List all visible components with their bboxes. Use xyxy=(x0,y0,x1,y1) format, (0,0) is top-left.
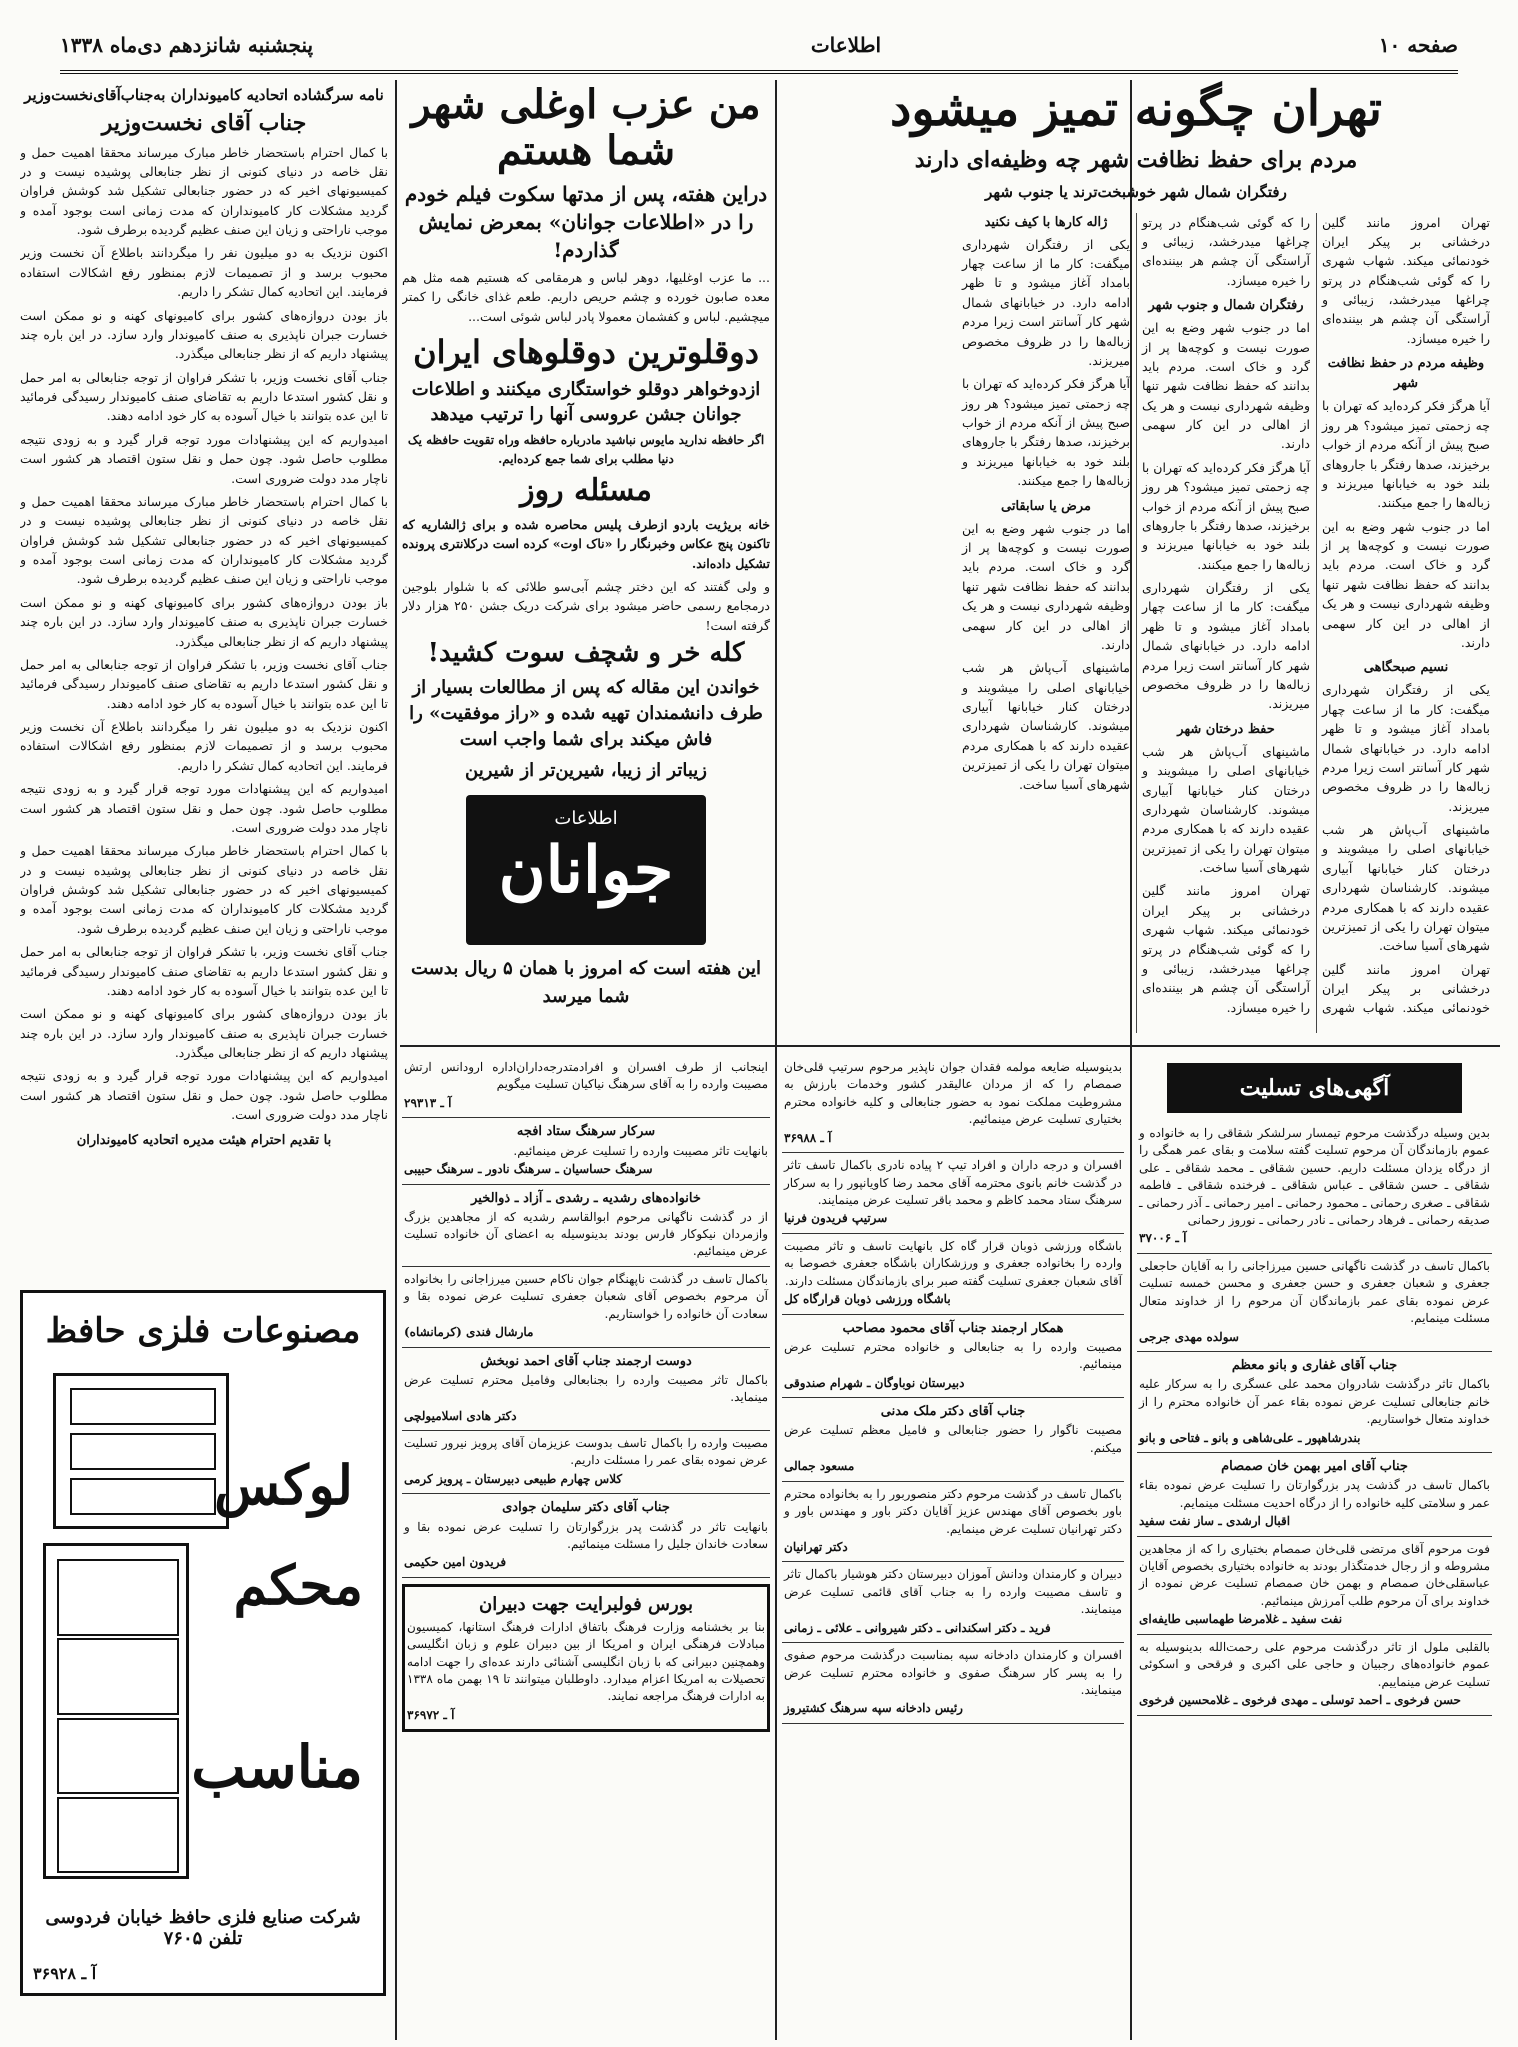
story-tehran-p5b: تهران امروز مانند گلین درخشانی بر پیکر ایران خودنمائی میکند. شهاب شهری را که گوئی شب‌هنگام در پرتو چراغها میدرخشد، زیبائی و آراستگی آن چشم هر بیننده‌ای را خیره میسازد. xyxy=(1142,883,1310,1015)
condolence-ad xyxy=(402,1185,770,1267)
story-tehran-p2b: اما در جنوب شهر وضع به این صورت نیست و کوچه‌ها پر از گرد و خاک است. مردم باید بدانند که حفظ نظافت شهر تنها وظیفه شهرداری نیست و هر یک از اهالی در این کار سهمی دارند. xyxy=(1322,518,1490,650)
letter-p1: با کمال احترام باستحضار خاطر مبارک میرساند محققا اهمیت حمل و نقل خاصه در دنیای کنونی از نظر جنابعالی پوشیده نیست و در کمیسیونهای اخیر که در حضور جنابعالی تشکیل شد کوشش فراوان گردید مشکلات کار کامیونداران که مدت زمانی است بوجود آمده و موجب ناراحتی و زیان این صنف عظیم گردیده برطرف شود. xyxy=(20,144,388,238)
condolence-ad xyxy=(1137,1121,1492,1254)
page-number: صفحه ۱۰ xyxy=(1378,33,1458,57)
ad-body: مصیبت ناگوار را حضور جنابعالی و فامیل معظم تسلیت عرض میکنم. xyxy=(784,1423,1122,1455)
ads-column-3-list xyxy=(402,1055,770,1578)
javanan-logo xyxy=(466,795,706,945)
ad-title: خانواده‌های رشدیه ـ رشدی ـ آزاد ـ ذوالخیر xyxy=(471,1190,701,1206)
ad-body: باکمال تاسف در گذشت پدر بزرگوارتان را تسلیت عرض نموده بقاء عمر و سلامتی کلیه خانواده را از درگاه احدیت مسئلت مینمایم. xyxy=(1139,1478,1490,1510)
ad-body: باکمال تاثر مصیبت وارده را بجنابعالی وفامیل محترم تسلیت عرض مینماید. xyxy=(404,1372,768,1405)
ads-column-3 xyxy=(402,1055,770,2040)
condolence-ad xyxy=(1137,1453,1492,1537)
story-tehran-p3b: ماشینهای آب‌پاش هر شب خیابانهای اصلی را میشویند و درختان کنار خیابانها آبیاری میشوند. کارشناسان شهرداری عقیده دارند که با همکاری مردم میتوان تهران را یکی از تمیزترین شهرهای آسیا ساخت. xyxy=(1322,822,1490,954)
condolence-ad xyxy=(1137,1635,1492,1716)
ad-body: باکمال تاثر درگذشت شادروان محمد علی عسگری را به سرکار علیه خانم جنابعالی تسلیت عرض نموده بقاء عمر آن خانواده محترم را از خداوند متعال خواستاریم. xyxy=(1139,1377,1490,1427)
bourse-body: بنا بر بخشنامه وزارت فرهنگ باتفاق ادارات فرهنگ استانها، کمیسیون مبادلات فرهنگی ایران و امریکا از بین دبیران علوم و زبان انگلیسی وهمچنین دبیرانی که با زبان انگلیسی آشنائی دارند عده‌ای را جهت ادامه تحصیلات به امریکا اعزام میدارد. داوطلبان میتوانند تا ۱۹ بهمن ماه ۱۳۳۸ به ادارات فرهنگ مراجعه نمایند. xyxy=(407,1619,765,1704)
condolence-ad xyxy=(1137,1537,1492,1635)
story-tehran-p6b: آیا هرگز فکر کرده‌اید که تهران با چه زحمتی تمیز میشود؟ هر روز صبح پیش از آنکه مردم از خواب برخیزند، صدها رفتگر با جاروهای بلند خود به خیابانها میریزند و زباله‌ها را جمع میکنند. xyxy=(962,376,1130,489)
ad-body: دبیران و کارمندان ودانش آموزان دبیرستان دکتر هوشیار باکمال تاثر و تاسف مصیبت وارده را به جناب آقای قائمی تسلیت عرض مینمایند. xyxy=(784,1567,1122,1617)
javanan-logo-big: جوانان xyxy=(498,833,674,909)
ad-signature: اقبال ارشدی ـ ساز نفت سفید xyxy=(1139,1514,1291,1529)
paper-name: اطلاعات xyxy=(810,33,882,57)
letter-p5c: امیدواریم که این پیشنهادات مورد توجه قرار گیرد و به زودی نتیجه مطلوب حاصل شود. چون حمل و نقل ستون اقتصاد هر کشور است ناچار مدد دولت ضروری است. xyxy=(20,1068,388,1123)
ad-body: بدینوسیله ضایعه مولمه فقدان جوان ناپذیر مرحوم سرتیپ قلی‌خان صمصام را که از مردان عالیقدر کشور وخدمات بارزش به مشروطیت مملکت نمود به حضور جنابعالی و کلیه خانواده محترم بختیاری تسلیت عرض مینمائیم. xyxy=(784,1060,1122,1127)
letter-p2: اکنون نزدیک به دو میلیون نفر را میگردانند باطلاع آن نخست وزیر محبوب برسد و از تصمیمات لازم بمنظور رفع اشکالات استفاده فرمایند. این اتحادیه کمال تشکر را داریم. xyxy=(20,245,388,300)
condolence-list xyxy=(1137,1121,1492,1715)
ad-signature: سرهنگ حساسیان ـ سرهنگ نادور ـ سرهنگ حبیبی xyxy=(404,1161,653,1176)
ad-body: مصیبت وارده را به جنابعالی و خانواده محترم تسلیت عرض مینمائیم. xyxy=(784,1339,1122,1372)
condolence-ad xyxy=(782,1398,1124,1482)
hafez-luxe: لوکس xyxy=(214,1453,353,1517)
ad-title: جناب آقای امیر بهمن خان صمصام xyxy=(1221,1459,1408,1475)
twins-title: دوقلوترین دوقلوهای ایران xyxy=(413,333,759,372)
ad-signature: دبیرستان نوباوگان ـ شهرام صندوقی xyxy=(784,1375,965,1390)
letter-p2b: اکنون نزدیک به دو میلیون نفر را میگردانند باطلاع آن نخست وزیر محبوب برسد و از تصمیمات لازم بمنظور رفع اشکالات استفاده فرمایند. این اتحادیه کمال تشکر را داریم. xyxy=(20,719,388,773)
story-tehran-p4: اما در جنوب شهر وضع به این صورت نیست و کوچه‌ها پر از گرد و خاک است. مردم باید بدانند که حفظ نظافت شهر تنها وظیفه شهرداری نیست و هر یک از اهالی در این کار سهمی دارند. xyxy=(1142,320,1310,452)
story-tehran-p4c: یکی از رفتگران شهرداری میگفت: کار ما از ساعت چهار بامداد آغاز میشود و تا ظهر ادامه دارد. در خیابانهای شمال شهر کار آسانتر است زیرا مردم زباله‌ها را در ظروف مخصوص میریزند. xyxy=(1142,580,1310,712)
ad-signature: رئیس دادخانه سپه سرهنگ کشتیروز xyxy=(784,1701,963,1716)
hafez-strong: محکم xyxy=(233,1553,363,1617)
letter-p1b: با کمال احترام باستحضار خاطر مبارک میرساند محققا اهمیت حمل و نقل خاصه در دنیای کنونی از نظر جنابعالی پوشیده نیست و در کمیسیونهای اخیر که در حضور جنابعالی تشکیل شد کوشش فراوان گردید مشکلات کار کامیونداران که مدت زمانی است بوجود آمده و موجب ناراحتی و زیان این صنف عظیم گردیده برطرف شود. xyxy=(20,493,388,587)
story-left xyxy=(20,80,388,1280)
letter-p3b: باز بودن دروازه‌های کشور برای کامیونهای کهنه و نو ممکن است خسارت جبران ناپذیری به صنف کامیوندار وارد سازد. در این باره چند پیشنهاد داریم که از نظر جنابعالی میگذرد. xyxy=(20,594,388,649)
story-tehran-sec3: رفتگران شمال و جنوب شهر xyxy=(1148,298,1304,314)
ad-signature: مسعود جمالی xyxy=(784,1459,855,1474)
letter-p4b: جناب آقای نخست وزیر، با تشکر فراوان از توجه جنابعالی به امر حمل و نقل کشور استدعا داریم به تقاضای صنف کامیوندار رسیدگی فرمائید تا این عده بتوانند با خیال آسوده به کار خود ادامه دهند. xyxy=(20,656,388,711)
condolence-ad xyxy=(1137,1352,1492,1453)
ad-body: باشگاه ورزشی ذوبان قرار گاه کل بانهایت تاسف و تاثر مصیبت وارده را بخانواده جعفری و ورزشکاران باشگاه جعفری خصوصا به آقای شعبان جعفری تسلیت گفته صبر برای بازماندگان مسئلت دارند. xyxy=(784,1238,1122,1288)
condolence-banner: آگهی‌های تسلیت xyxy=(1167,1063,1462,1113)
letter-p4c: جناب آقای نخست وزیر، با تشکر فراوان از توجه جنابعالی به امر حمل و نقل کشور استدعا داریم به تقاضای صنف کامیوندار رسیدگی فرمائید تا این عده بتوانند با خیال آسوده به کار خود ادامه دهند. xyxy=(20,944,388,998)
ad-title: دوست ارجمند جناب آقای احمد نوبخش xyxy=(480,1353,692,1369)
story-middle-p1: ... ما عزب اوغلیها، دوهر لباس و هرمقامی که هستیم همه مثل هم معده صابون خورده و چشم حریص داریم. طعم غذای خانگی را کمتر میچشیم. لباس و کفشمان معمولا پادر لباس شوئی است... xyxy=(402,270,770,324)
page-header xyxy=(60,20,1458,74)
hafez-code: آ ـ ۳۶۹۲۸ xyxy=(33,1964,97,1983)
ads-column-2 xyxy=(782,1055,1124,2040)
letter-p3c: باز بودن دروازه‌های کشور برای کامیونهای کهنه و نو ممکن است خسارت جبران ناپذیری به صنف کامیوندار وارد سازد. در این باره چند پیشنهاد داریم که از نظر جنابعالی میگذرد. xyxy=(20,1006,388,1061)
hafez-fit: مناسب xyxy=(191,1733,363,1801)
sweet-line: زیباتر از زیبا، شیرین‌تر از شیرین xyxy=(465,760,707,782)
condolence-ad xyxy=(782,1562,1124,1643)
ad-body: افسران و درجه داران و افراد تیپ ۲ پیاده نادری باکمال تاسف تاثر در گذشت خانم بانوی محترمه آقای محمد رضا کاویانپور را به سرکار سرهنگ ستاد محمد کاظم و محمد باقر تسلیت عرض مینمایند. xyxy=(784,1158,1122,1207)
ad-signature: آ ـ ۳۷۰۰۶ xyxy=(1139,1231,1187,1246)
letter-p1c: با کمال احترام باستحضار خاطر مبارک میرساند محققا اهمیت حمل و نقل خاصه در دنیای کنونی از نظر جنابعالی پوشیده نیست و در کمیسیونهای اخیر که در حضور جنابعالی تشکیل شد کوشش فراوان گردید مشکلات کار کامیونداران که مدت زمانی است بوجود آمده و موجب ناراحتی و زیان این صنف عظیم گردیده برطرف شود. xyxy=(20,843,388,936)
ad-signature: آ ـ ۳۶۹۸۸ xyxy=(784,1130,832,1145)
ad-body: فوت مرحوم آقای مرتضی قلی‌خان صمصام بختیاری را که از مجاهدین مشروطه و از رجال خدمتگذار بودند به خانواده بختیاری بخصوص آقایان عباسقلی‌خان صمصام و بهمن خان صمصام تسلیت عرض نموده از خداوند برای آن مرحوم طلب آمرزش مینمائیم. xyxy=(1139,1541,1490,1608)
ad-signature: سولده مهدی جرجی xyxy=(1139,1329,1239,1344)
condolence-ad xyxy=(782,1643,1124,1724)
cabinet-illustration xyxy=(43,1543,189,1879)
ad-body: مصیبت وارده را باکمال تاسف بدوست عزیزمان آقای پرویز نیرور تسلیت عرض نموده بقای عمر را مسئلت داریم. xyxy=(404,1436,768,1468)
condolence-ad xyxy=(402,1348,770,1432)
twins-deck: ازدوخواهر دوقلو خواستگاری میکنند و اطلاعات جوانان جشن عروسی آنها را ترتیب میدهد xyxy=(411,378,761,426)
ad-signature: فریدون امین حکیمی xyxy=(404,1555,507,1570)
bourse-ad xyxy=(402,1584,770,1732)
condolence-ad xyxy=(402,1431,770,1494)
ad-body: افسران و کارمندان دادخانه سپه بمناسبت درگذشت مرحوم صفوی را به پسر کار سرهنگ صفوی و خانواده محترم تسلیت عرض مینمایند. xyxy=(784,1648,1122,1698)
problem-text: خانه بریژیت باردو ازطرف پلیس محاصره شده و برای ژالشاریه که تاکنون پنج عکاس وخبرنگار را «ناک اوت» کرده است درکلانتری پرونده تشکیل داده‌اند. xyxy=(402,516,770,571)
ad-signature: نفت سفید ـ غلامرضا طهماسبی طایفه‌ای xyxy=(1139,1612,1343,1627)
ad-signature: دکتر تهرانیان xyxy=(784,1539,848,1554)
condolence-ad xyxy=(782,1055,1124,1153)
problem-title: مسئله روز xyxy=(520,473,652,509)
story-tehran-sec2: نسیم صبحگاهی xyxy=(1363,660,1449,676)
story-tehran-p1: تهران امروز مانند گلین درخشانی بر پیکر ایران خودنمائی میکند. شهاب شهری را که گوئی شب‌هنگام در پرتو چراغها میدرخشد، زیبائی و آراستگی آن چشم هر بیننده‌ای را خیره میسازد. xyxy=(1322,214,1490,346)
ad-signature: بندرشاهپور ـ علی‌شاهی و بانو ـ فتاحی و بانو xyxy=(1139,1430,1361,1445)
hafez-company: شرکت صنایع فلزی حافظ خیابان فردوسی تلفن ۷۶۰۵ xyxy=(45,1907,361,1949)
letter-p3: باز بودن دروازه‌های کشور برای کامیونهای کهنه و نو ممکن است خسارت جبران ناپذیری به صنف کامیوندار وارد سازد. در این باره چند پیشنهاد داریم که از نظر جنابعالی میگذرد. xyxy=(20,307,388,362)
condolence-ad xyxy=(1137,1254,1492,1352)
ad-signature: مارشال فندی (کرمانشاه) xyxy=(404,1324,534,1339)
desk-illustration xyxy=(53,1373,229,1529)
ad-title: همکار ارجمند جناب آقای محمود مصاحب xyxy=(842,1320,1064,1336)
story-tehran-p2: آیا هرگز فکر کرده‌اید که تهران با چه زحمتی تمیز میشود؟ هر روز صبح پیش از آنکه مردم از خواب برخیزند، صدها رفتگر با جاروهای بلند خود به خیابانها میریزند و زباله‌ها را جمع میکنند. xyxy=(1322,398,1490,511)
story-tehran-subtitle: مردم برای حفظ نظافت شهر چه وظیفه‌ای دارند xyxy=(914,147,1358,174)
story-tehran-p4b: آیا هرگز فکر کرده‌اید که تهران با چه زحمتی تمیز میشود؟ هر روز صبح پیش از آنکه مردم از خواب برخیزند، صدها رفتگر با جاروهای بلند خود به خیابانها میریزند و زباله‌ها را جمع میکنند. xyxy=(1142,459,1310,572)
javanan-closing: این هفته است که امروز با همان ۵ ریال بدست شما میرسد xyxy=(411,958,761,1008)
story-tehran-sec6: مرض یا سابقاتی xyxy=(1001,498,1091,514)
ad-signature: آ ـ ۲۹۳۱۳ xyxy=(404,1095,452,1110)
condolence-column xyxy=(1137,1055,1492,2040)
ad-body: بالقلبی ملول از تاثر درگذشت مرحوم علی رحمت‌الله بدینوسیله به عموم خانواده‌های رجبیان و حاجی علی اکبری و فرقحی و اسکوئی تسلیت عرض مینماییم. xyxy=(1139,1639,1490,1689)
ad-body: باکمال تاسف در گذشت ناگهانی حسین میرزاجانی را به آقایان حاجعلی جعفری و شعبان جعفری و حسن جعفری و محسن خمسه تسلیت عرض نموده بقای عمر بازماندگان آن مرحوم را از خداوند متعال مسئلت مینمایم. xyxy=(1139,1259,1490,1326)
story-tehran xyxy=(782,80,1490,1040)
story-tehran-sec4: حفظ درختان شهر xyxy=(1177,721,1275,737)
hafez-title: مصنوعات فلزی حافظ xyxy=(45,1311,361,1351)
ad-signature: فرید ـ دکتر اسکندانی ـ دکتر شیروانی ـ علائی ـ زمانی xyxy=(784,1620,1051,1635)
condolence-ad xyxy=(782,1315,1124,1399)
story-tehran-subtitle2: رفتگران شمال شهر خوشبخت‌ترند یا جنوب شهر xyxy=(985,183,1287,202)
story-tehran-p3c: تهران امروز مانند گلین درخشانی بر پیکر ایران خودنمائی میکند. شهاب شهری را که گوئی شب‌هنگام در پرتو چراغها میدرخشد، زیبائی و آراستگی آن چشم هر بیننده‌ای را خیره میسازد. xyxy=(1142,214,1490,1016)
story-tehran-p3: یکی از رفتگران شهرداری میگفت: کار ما از ساعت چهار بامداد آغاز میشود و تا ظهر ادامه دارد. در خیابانهای شمال شهر کار آسانتر است زیرا مردم زباله‌ها را در ظروف مخصوص میریزند. xyxy=(1322,682,1490,814)
letter-p4: جناب آقای نخست وزیر، با تشکر فراوان از توجه جنابعالی به امر حمل و نقل کشور استدعا داریم به تقاضای صنف کامیوندار رسیدگی فرمائید تا این عده بتوانند با خیال آسوده به کار خود ادامه دهند. xyxy=(20,369,388,424)
letter-p5: امیدواریم که این پیشنهادات مورد توجه قرار گیرد و به زودی نتیجه مطلوب حاصل شود. چون حمل و نقل ستون اقتصاد هر کشور است ناچار مدد دولت ضروری است. xyxy=(20,431,388,486)
ad-signature: باشگاه ورزشی ذوبان قرارگاه کل xyxy=(784,1292,951,1307)
ad-title: جناب آقای دکتر ملک مدنی xyxy=(880,1404,1026,1420)
story-tehran-sec5: ژاله کارها با کیف نکنید xyxy=(984,214,1108,230)
letter-title: نامه سرگشاده اتحادیه کامیونداران به‌جناب‌آقای‌نخست‌وزیر xyxy=(24,86,384,104)
ad-body: بانهایت تاثر در گذشت پدر بزرگوارتان را تسلیت عرض نموده بقا و سعادت خاندان جلیل را مسئلت مینمائیم. xyxy=(404,1519,768,1551)
ad-body: باکمال تاسف در گذشت مرحوم دکتر منصوربور را به بخانواده محترم باور بخصوص آقای مهندس عزیز آقایان دکتر باور و مهندس باور و دکتر تهرانیان تسلیت عرض مینمایم. xyxy=(784,1486,1122,1536)
khrushchev-text: خواندن این مقاله که پس از مطالعات بسیار از طرف دانشمندان تهیه شده و «راز موفقیت» را فاش میکند برای شما واجب است xyxy=(409,677,763,751)
condolence-ad xyxy=(402,1055,770,1118)
ad-signature: حسن فرخوی ـ احمد توسلی ـ مهدی فرخوی ـ غلامحسین فرخوی xyxy=(1139,1692,1461,1707)
ads-column-2-list xyxy=(782,1055,1124,1724)
ad-body: از در گذشت ناگهانی مرحوم ابوالقاسم رشدیه که از مجاهدین بزرگ وازمردان نیکوکار فارس بودند بدینوسیله به اعضای آن خانواده تسلیت عرض مینمائیم. xyxy=(404,1209,768,1259)
story-tehran-title: تهران چگونه تمیز میشود xyxy=(889,81,1383,137)
ad-title: جناب آقای دکتر سلیمان جوادی xyxy=(502,1500,670,1516)
ad-title: جناب آقای غفاری و بانو معظم xyxy=(1231,1358,1398,1374)
condolence-ad xyxy=(782,1153,1124,1234)
twins-note: اگر حافظه ندارید مایوس نباشید مادرباره حافظه وراه تقویت حافظه یک دنیا مطلب برای شما جمع کرده‌ایم. xyxy=(407,433,765,466)
story-tehran-p7: اما در جنوب شهر وضع به این صورت نیست و کوچه‌ها پر از گرد و خاک است. مردم باید بدانند که حفظ نظافت شهر تنها وظیفه شهرداری نیست و هر یک از اهالی در این کار سهمی دارند. xyxy=(962,520,1130,652)
ad-signature: کلاس چهارم طبیعی دبیرستان ـ پرویز کرمی xyxy=(404,1471,623,1486)
issue-date: پنجشنبه شانزدهم دی‌ماه ۱۳۳۸ xyxy=(60,33,314,57)
story-tehran-sec1: وظیفه مردم در حفظ نظافت شهر xyxy=(1327,356,1485,392)
bourse-sign: آ ـ ۳۶۹۷۲ xyxy=(407,1707,455,1722)
ad-title: سرکار سرهنگ ستاد افجه xyxy=(516,1124,656,1140)
condolence-ad xyxy=(402,1118,770,1184)
problem-text2: و ولی گفتند که این دختر چشم آبی‌سو طلائی که با شلوار بلوجین درمجامع رسمی حاضر میشود برای شرکت دریک جشن ۲۵۰ هزار دلار گرفته است! xyxy=(402,579,770,633)
ad-body: اینجانب از طرف افسران و افرادمتدرجه‌داران‌اداره ارودانس ارتش مصیبت وارده را به آقای سرهنگ نیاکیان تسلیت میگویم xyxy=(404,1060,768,1092)
letter-p5b: امیدواریم که این پیشنهادات مورد توجه قرار گیرد و به زودی نتیجه مطلوب حاصل شود. چون حمل و نقل ستون اقتصاد هر کشور است ناچار مدد دولت ضروری است. xyxy=(20,781,388,835)
ad-signature: دکتر هادی اسلامیولچی xyxy=(404,1408,517,1423)
condolence-ad xyxy=(782,1482,1124,1563)
story-middle xyxy=(402,80,770,1040)
story-tehran-body xyxy=(782,213,1490,1033)
ad-body: بانهایت تاثر مصیبت وارده را تسلیت عرض مینمائیم. xyxy=(513,1143,768,1158)
condolence-ad xyxy=(402,1494,770,1578)
javanan-logo-small: اطلاعات xyxy=(554,808,618,830)
ad-body: باکمال تاسف در گذشت ناپهنگام جوان ناکام حسین میرزاجانی را بخانواده آن مرحوم بخصوص آقای شعبان جعفری تسلیت عرض نموده بقا و سعادت آن خانواده را خواستاریم. xyxy=(404,1271,768,1321)
hafez-ad xyxy=(20,1290,386,1996)
story-tehran-p7b: ماشینهای آب‌پاش هر شب خیابانهای اصلی را میشویند و درختان کنار خیابانها آبیاری میشوند. کارشناسان شهرداری عقیده دارند که با همکاری مردم میتوان تهران را یکی از تمیزترین شهرهای آسیا ساخت. xyxy=(962,660,1130,792)
story-middle-title: من عزب اوغلی شهر شما هستم xyxy=(411,81,761,174)
ad-body: بدین وسیله درگذشت مرحوم تیمسار سرلشکر شقاقی را به خانواده و عموم بازماندگان آن مرحوم تسلیت گفته سلامت و بقای عمر همگی را از درگاه یزدان مسئلت داریم. حسین شقاقی ـ محمد شقاقی ـ علی شقاقی ـ حسن شقاقی ـ عباس شقاقی ـ فرخنده شقاقی ـ فاطمه شقاقی ـ صغری رحمانی ـ محمود رحمانی ـ امیر رحمانی ـ آذر رحمانی ـ صدیقه رحمانی ـ فرهاد رحمانی ـ نادر رحمانی ـ نوروز رحمانی xyxy=(1139,1126,1490,1228)
ad-signature: سرتیپ فریدون فرنیا xyxy=(784,1211,888,1226)
condolence-ad xyxy=(782,1234,1124,1315)
condolence-ad xyxy=(402,1267,770,1348)
story-middle-deck: دراین هفته، پس از مدتها سکوت فیلم خودم را در «اطلاعات جوانان» بمعرض نمایش گذاردم! xyxy=(404,182,768,262)
bourse-title: بورس فولبرایت جهت دبیران xyxy=(479,1593,693,1615)
khrushchev-title: کله خر و شچف سوت کشید! xyxy=(427,638,745,669)
letter-subtitle: جناب آقای نخست‌وزیر xyxy=(101,110,307,137)
story-tehran-p6: یکی از رفتگران شهرداری میگفت: کار ما از ساعت چهار بامداد آغاز میشود و تا ظهر ادامه دارد. در خیابانهای شمال شهر کار آسانتر است زیرا مردم زباله‌ها را در ظروف مخصوص میریزند. xyxy=(962,236,1130,368)
story-tehran-p5: ماشینهای آب‌پاش هر شب خیابانهای اصلی را میشویند و درختان کنار خیابانها آبیاری میشوند. کارشناسان شهرداری عقیده دارند که با همکاری مردم میتوان تهران را یکی از تمیزترین شهرهای آسیا ساخت. xyxy=(1142,743,1310,876)
letter-sign: با تقدیم احترام هیئت مدیره اتحادیه کامیونداران xyxy=(76,1132,332,1148)
